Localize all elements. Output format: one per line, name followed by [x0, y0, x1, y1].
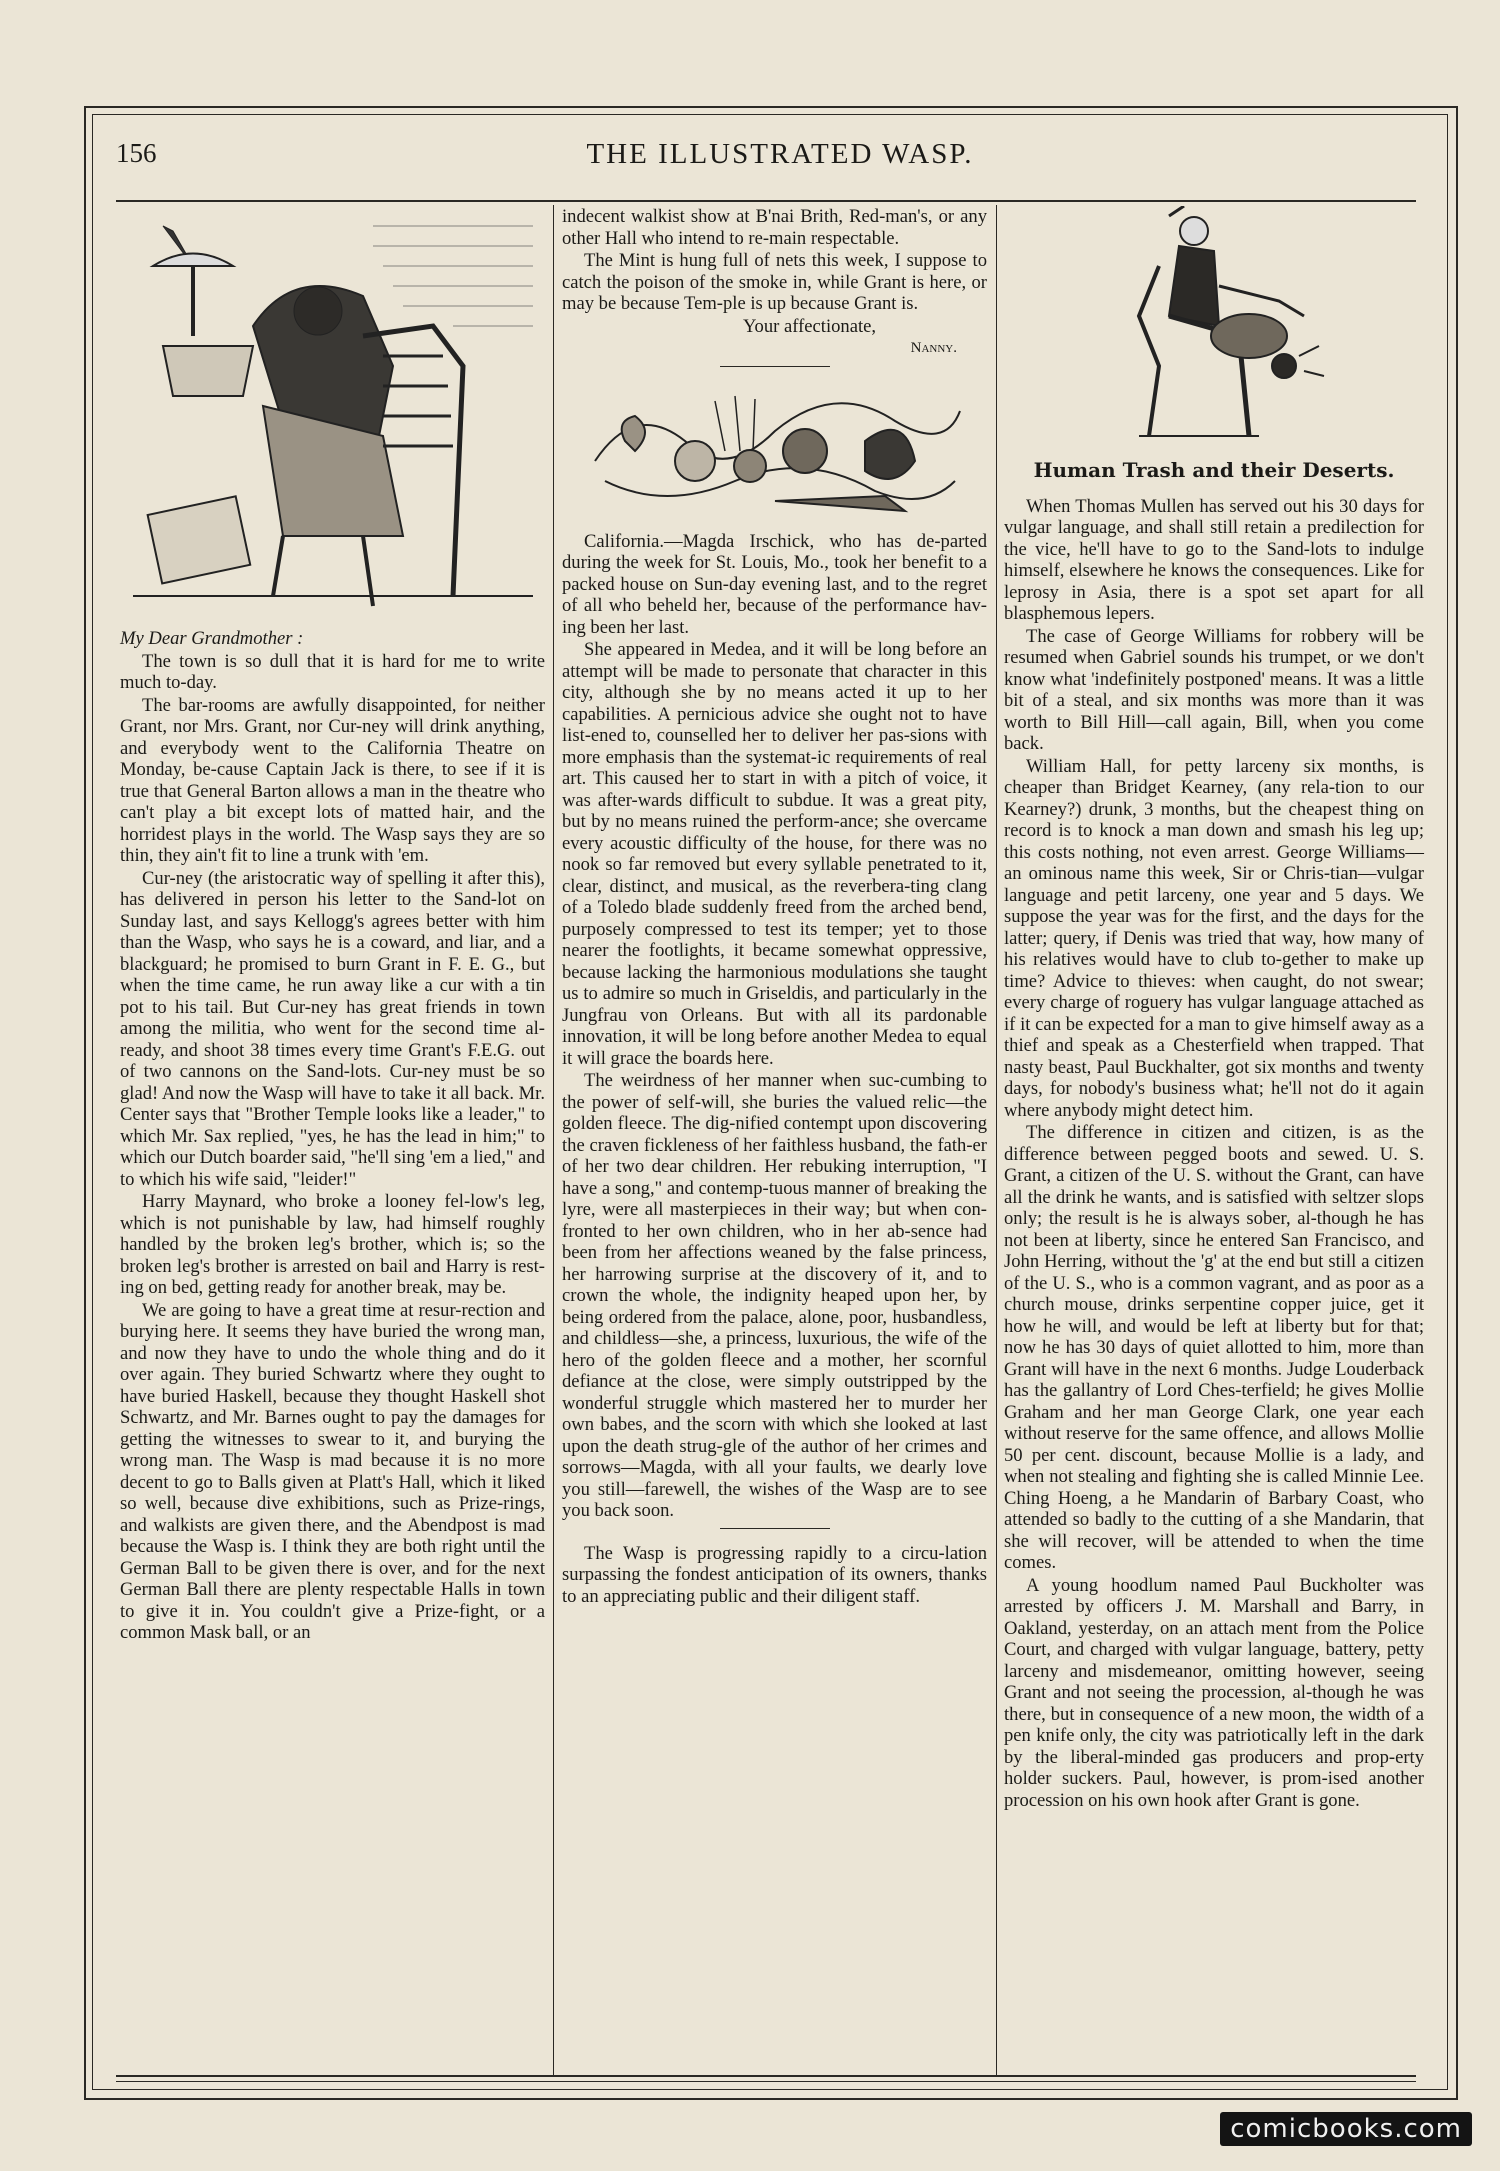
signoff: Your affectionate,: [742, 315, 877, 337]
paragraph: California.—Magda Irschick, who has de-parted during the week for St. Louis, Mo., took her benefit to a packed house on Sun-day evening last, and to the regret of all who beheld her, because of the performance hav-ing been her last.: [562, 530, 987, 638]
paragraph: The case of George Williams for robbery will be resumed when Gabriel sounds his trumpet, or we don't know what 'indefinitely postponed' means. It was a little bit of a steal, and six months was more than it was worth to Bill Hill—call again, Bill, when you come back.: [1004, 625, 1424, 754]
woman-writing-by-lamp-illustration: [133, 206, 533, 626]
salutation: My Dear Grandmother :: [120, 628, 304, 649]
column-divider-1: [553, 205, 554, 2075]
paragraph: The weirdness of her manner when suc-cumbing to the power of self-will, she buries the valued relic—the golden fleece. The dig-nified contempt upon discovering the craven fickleness of her faithless husband, the fath-er of her two dear children. Her rebuking interruption, "I have a song," and contemp-tuous manner of breaking the lyre, were all masterpieces in their way; but when con-fronted to her own children, who in her ab-sence had been from her affections weaned by the false princess, her harrowing surprise at the discovery of it, and to crown the whole, the indignity heaped upon her, by being ordered from the palace, alone, poor, husbandless, and childless—she, a princess, luxurious, the wife of the hero of the golden fleece and a mother, her scornful defiance at the close, were simply outstripped by the wonderful struggle which mastered her to murder her own babes, and the scorn with which she looked at last upon the death strug-gle of the author of her crimes and sorrows—Magda, with all your faults, we dearly love you still—farewell, the wishes of the Wasp are to see you back soon.: [562, 1070, 987, 1521]
paragraph: The difference in citizen and citizen, is as the difference between pegged boots and sewed. U. S. Grant, a citizen of the U. S. without the Grant, can have all the drink he wants, and is satisfied with seltzer slops only; the result is he is always sober, al-though he has not been at liberty, since he entered San Francisco, and John Herring, without the 'g' at the end but still a citizen of the U. S., who is a common vagrant, and as poor as a church mouse, drinks serpentine copper juice, get it how he will, and would be left at liberty but for that; now he has 30 days of quiet allotted to him, more than Grant will have in the next 6 months. Judge Louderback has the gallantry of Lord Ches-terfield; he gives Mollie Graham and her man George Clark, one year each without reserve for the same offence, and allows Mollie 50 per cent. discount, because Mollie is a lady, and when not stealing and fighting she is called Minnie Lee. Ching Hoeng, a he Mandarin of Barbary Coast, who attended so badly to the cutting of a she Mandarin, that she will recover, will be attended to when the time comes.: [1004, 1122, 1424, 1573]
paragraph: A young hoodlum named Paul Buckholter was arrested by officers J. M. Marshall and Barry, in Oakland, yesterday, on an attach ment from the Police Court, and charged with vulgar language, battery, petty larceny and misdemeanor, omitting however, seeing Grant and not seeing the procession, al-though he was there, but in consequence of a new moon, the width of a pen knife only, the city was patriotically left in the dark by the liberal-minded gas producers and prop-erty holder suckers. Paul, however, is prom-ised another procession on his own hook after Grant is gone.: [1004, 1574, 1424, 1811]
column-divider-2: [996, 205, 997, 2075]
column-1: [120, 206, 545, 1645]
divider-ornament: [720, 366, 830, 373]
signature: Nanny.: [910, 340, 957, 356]
watermark-badge: comicbooks.com: [1220, 2112, 1472, 2146]
paragraph: When Thomas Mullen has served out his 30 days for vulgar language, and shall still retain a predilection for the vice, he'll have to go to the Sand-lots to indulge himself, elsewhere he knows the consequences. Like for leprosy in Asia, there is a spot set apart for all blasphemous lepers.: [1004, 495, 1424, 624]
paragraph: The town is so dull that it is hard for me to write much to-day.: [120, 650, 545, 693]
column-3: [1004, 206, 1424, 1812]
header-rule: [116, 200, 1416, 202]
page-number: 156: [116, 138, 157, 168]
paragraph: The Mint is hung full of nets this week, I suppose to catch the poison of the smoke in, while Grant is here, or may be because Tem-ple is up because Grant is.: [562, 250, 987, 314]
article-title: Human Trash and their Deserts.: [1033, 458, 1395, 482]
masthead: THE ILLUSTRATED WASP.: [586, 138, 974, 170]
paragraph: William Hall, for petty larceny six months, is cheaper than Bridget Kearney, (any rela-tion to our Kearney?) drunk, 3 months, but the cheapest thing on record is to knock a man down and smash his leg up; this costs nothing, not even arrest. George Williams—an ominous name this week, Sir or Chris-tian—vulgar language and petit larceny, one year and 5 days. We suppose the year was for the first, and the days for the latter; query, if Denis was tried that way, how many of his relatives would have to club to-gether to make up time? Advice to thieves: when caught, do not swear; every charge of roguery has vulgar language attached as if it can be expected for a man to give himself away as a thief and speak as a Chesterfield when trapped. That nasty beast, Paul Buckhalter, got six months and twenty days, for nobody's business what; he'll not do it again where anybody might detect him.: [1004, 755, 1424, 1121]
paragraph: Cur-ney (the aristocratic way of spelling it after this), has delivered in person his letter to the Sand-lot on Sunday last, and says Kellogg's agrees better with him than the Wasp, who says he is a coward, and liar, and a blackguard; he promised to burn Grant in F. E. G., but when the time came, he run away like a cur with a tin pot to his tail. But Cur-ney has great friends in town among the militia, who went for the second time al-ready, and shoot 38 times every time Grant's F.E.G. out of two cannons on the Sand-lots. Cur-ney must be so glad! And now the Wasp will have to take it all back. Mr. Center says that "Brother Temple looks like a leader," to which Mr. Sax replied, "yes, he has the lead in him;" to which our Dutch boarder said, "he'll sing 'em a lied," and to which his wife said, "leider!": [120, 867, 545, 1190]
man-spanking-boy-illustration: [1099, 206, 1329, 456]
paragraph: Harry Maynard, who broke a looney fel-low's leg, which is not punishable by law, had himself roughly handled by the broken leg's brother, which is; so the broken leg's brother is arrested on bail and Harry is rest-ing on bed, getting ready for another break, may be.: [120, 1191, 545, 1298]
paragraph: The bar-rooms are awfully disappointed, for neither Grant, nor Mrs. Grant, nor Cur-ney will drink anything, and everybody went to the California Theatre on Monday, be-cause Captain Jack is there, to see if it is true that General Barton allows a man in the theatre who can't play a bit except lots of matted hair, and the horridest plays in the world. The Wasp says they are so thin, they ain't fit to line a trunk with 'em.: [120, 694, 545, 866]
footer-rule-thin: [116, 2081, 1416, 2082]
divider-ornament: [720, 1528, 830, 1535]
paragraph: indecent walkist show at B'nai Brith, Red-man's, or any other Hall who intend to re-main respectable.: [562, 206, 987, 249]
paragraph: We are going to have a great time at resur-rection and burying here. It seems they have buried the wrong man, and now they have to undo the whole thing and do it over again. They buried Schwartz where they ought to have buried Haskell, because they thought Haskell shot Schwartz, and Mr. Barnes ought to pay the damages for getting the witnesses to swear to it, and burying the wrong man. The Wasp is mad because it is no more decent to go to Balls given at Platt's Hall, which it liked so well, because dive exhibitions, such as Prize-rings, and walkists are given there, and the Abendpost is mad because the Wasp is. I think they are both right until the German Ball to be given there is over, and for the next German Ball there are plenty respectable Halls in town to give it in. You couldn't give a Prize-fight, or a common Mask ball, or an: [120, 1299, 545, 1643]
paragraph: She appeared in Medea, and it will be long before an attempt will be made to personate that character in this city, although she by no means acted it up to her capabilities. A pernicious advice she ought not to have list-ened to, counselled her to deliver her pas-sions with more emphasis than the systemat-ic requirements of real art. This caused her to start in with a pitch of voice, it was after-wards difficult to subdue. It was a great pity, but by no means ruined the perform-ance; she overcame every acoustic difficulty of the house, for there was no nook so far removed but every syllable penetrated to it, clear, distinct, and musical, as the reverbera-ting clang of a Toledo blade suddenly freed from the arched bend, purposely compressed to test its temper; yet to those nearer the footlights, it became somewhat oppressive, because lacking the harmonious modulations she taught us to admire so much in Griseldis, and particularly in the Jungfrau von Orleans. But with all its pardonable innovation, it will be long before another Medea to equal it will grace the boards here.: [562, 639, 987, 1069]
footer-rule: [116, 2075, 1416, 2077]
paragraph: The Wasp is progressing rapidly to a circu-lation surpassing the fondest anticipation of its owners, thanks to an appreciating public and their diligent staff.: [562, 1542, 987, 1607]
column-2: [562, 206, 987, 1608]
ornamental-floral-vignette: [575, 381, 975, 521]
